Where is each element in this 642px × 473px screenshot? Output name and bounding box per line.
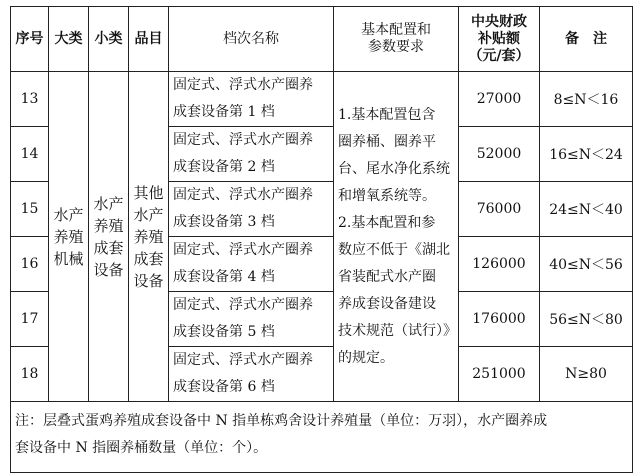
subcategory-line: 养殖 xyxy=(93,216,124,235)
item-line: 设备 xyxy=(133,271,164,290)
tier-name-line1: 固定式、浮式水产圈养 xyxy=(173,297,313,313)
tier-name-line2: 成套设备第 3 档 xyxy=(173,214,275,230)
tier-name-cell xyxy=(169,127,334,182)
document-page xyxy=(10,6,633,473)
category-line: 养殖 xyxy=(53,227,84,246)
header-config xyxy=(334,7,459,72)
tier-name-cell xyxy=(169,292,334,347)
tier-name-cell xyxy=(169,182,334,237)
subsidy-amount: 176000 xyxy=(459,292,540,347)
tier-name-line2: 成套设备第 2 档 xyxy=(173,159,275,175)
config-line: 的规定。 xyxy=(338,349,394,366)
tier-name-cell xyxy=(169,72,334,127)
config-line: 省装配式水产圈 xyxy=(338,268,436,285)
table-row xyxy=(11,72,633,127)
subcategory-line: 成套 xyxy=(93,238,124,257)
tier-name-cell xyxy=(169,237,334,292)
category-cell xyxy=(49,72,89,402)
item-line: 成套 xyxy=(133,249,164,268)
header-config-line2: 参数要求 xyxy=(368,39,424,55)
subsidy-amount: 27000 xyxy=(459,72,540,127)
config-line: 台、尾水净化系统 xyxy=(338,160,450,177)
item-cell xyxy=(129,72,169,402)
subsidy-table xyxy=(10,6,633,473)
subcategory-line: 设备 xyxy=(93,260,124,279)
remark-cell: 8≤N＜16 xyxy=(540,72,633,127)
category-line: 水产 xyxy=(53,205,84,224)
tier-name-line1: 固定式、浮式水产圈养 xyxy=(173,242,313,258)
item-line: 养殖 xyxy=(133,227,164,246)
header-row xyxy=(11,7,633,72)
row-index: 13 xyxy=(11,72,49,127)
note-cell xyxy=(11,402,633,473)
note-row xyxy=(11,402,633,473)
tier-name-line2: 成套设备第 5 档 xyxy=(173,324,275,340)
row-index: 14 xyxy=(11,127,49,182)
subsidy-amount: 126000 xyxy=(459,237,540,292)
item-line: 水产 xyxy=(133,205,164,224)
header-subsidy-line1: 中央财政 xyxy=(471,13,527,30)
header-index: 序号 xyxy=(11,7,49,72)
subsidy-amount: 251000 xyxy=(459,347,540,402)
config-cell xyxy=(334,72,459,402)
item-line: 其他 xyxy=(133,183,164,202)
tier-name-line2: 成套设备第 4 档 xyxy=(173,269,275,285)
row-index: 17 xyxy=(11,292,49,347)
subcategory-line: 水产 xyxy=(93,194,124,213)
config-line: 圈养桶、圈养平 xyxy=(338,133,436,150)
header-tier-name: 档次名称 xyxy=(169,7,334,72)
row-index: 15 xyxy=(11,182,49,237)
header-subsidy xyxy=(459,7,540,72)
tier-name-line1: 固定式、浮式水产圈养 xyxy=(173,352,313,368)
remark-cell: N≥80 xyxy=(540,347,633,402)
config-line: 1.基本配置包含 xyxy=(338,106,436,123)
config-line: 技术规范（试行）》 xyxy=(338,322,457,339)
remark-cell: 56≤N＜80 xyxy=(540,292,633,347)
config-line: 和增氧系统等。 xyxy=(338,187,436,204)
row-index: 18 xyxy=(11,347,49,402)
header-remark: 备 注 xyxy=(540,7,633,72)
subcategory-cell xyxy=(89,72,129,402)
header-subsidy-line2: 补贴额 xyxy=(478,30,520,47)
tier-name-cell xyxy=(169,347,334,402)
tier-name-line2: 成套设备第 1 档 xyxy=(173,104,275,120)
category-line: 机械 xyxy=(53,249,84,268)
header-config-line1: 基本配置和 xyxy=(361,22,431,38)
remark-cell: 24≤N＜40 xyxy=(540,182,633,237)
note-line1: 注：层叠式蛋鸡养殖成套设备中 N 指单栋鸡舍设计养殖量（单位：万羽），水产圈养成 xyxy=(15,413,548,429)
config-line: 2.基本配置和参 xyxy=(338,214,436,231)
config-line: 养成套设备建设 xyxy=(338,295,436,312)
remark-cell: 40≤N＜56 xyxy=(540,237,633,292)
tier-name-line1: 固定式、浮式水产圈养 xyxy=(173,187,313,203)
config-line: 数应不低于《湖北 xyxy=(338,241,450,258)
note-line2: 套设备中 N 指圈养桶数量（单位：个）。 xyxy=(15,440,268,456)
header-category: 大类 xyxy=(49,7,89,72)
tier-name-line2: 成套设备第 6 档 xyxy=(173,379,275,395)
subsidy-amount: 52000 xyxy=(459,127,540,182)
remark-cell: 16≤N＜24 xyxy=(540,127,633,182)
tier-name-line1: 固定式、浮式水产圈养 xyxy=(173,77,313,93)
header-subsidy-line3: （元/套） xyxy=(468,47,530,64)
header-subcategory: 小类 xyxy=(89,7,129,72)
row-index: 16 xyxy=(11,237,49,292)
tier-name-line1: 固定式、浮式水产圈养 xyxy=(173,132,313,148)
header-item: 品目 xyxy=(129,7,169,72)
subsidy-amount: 76000 xyxy=(459,182,540,237)
